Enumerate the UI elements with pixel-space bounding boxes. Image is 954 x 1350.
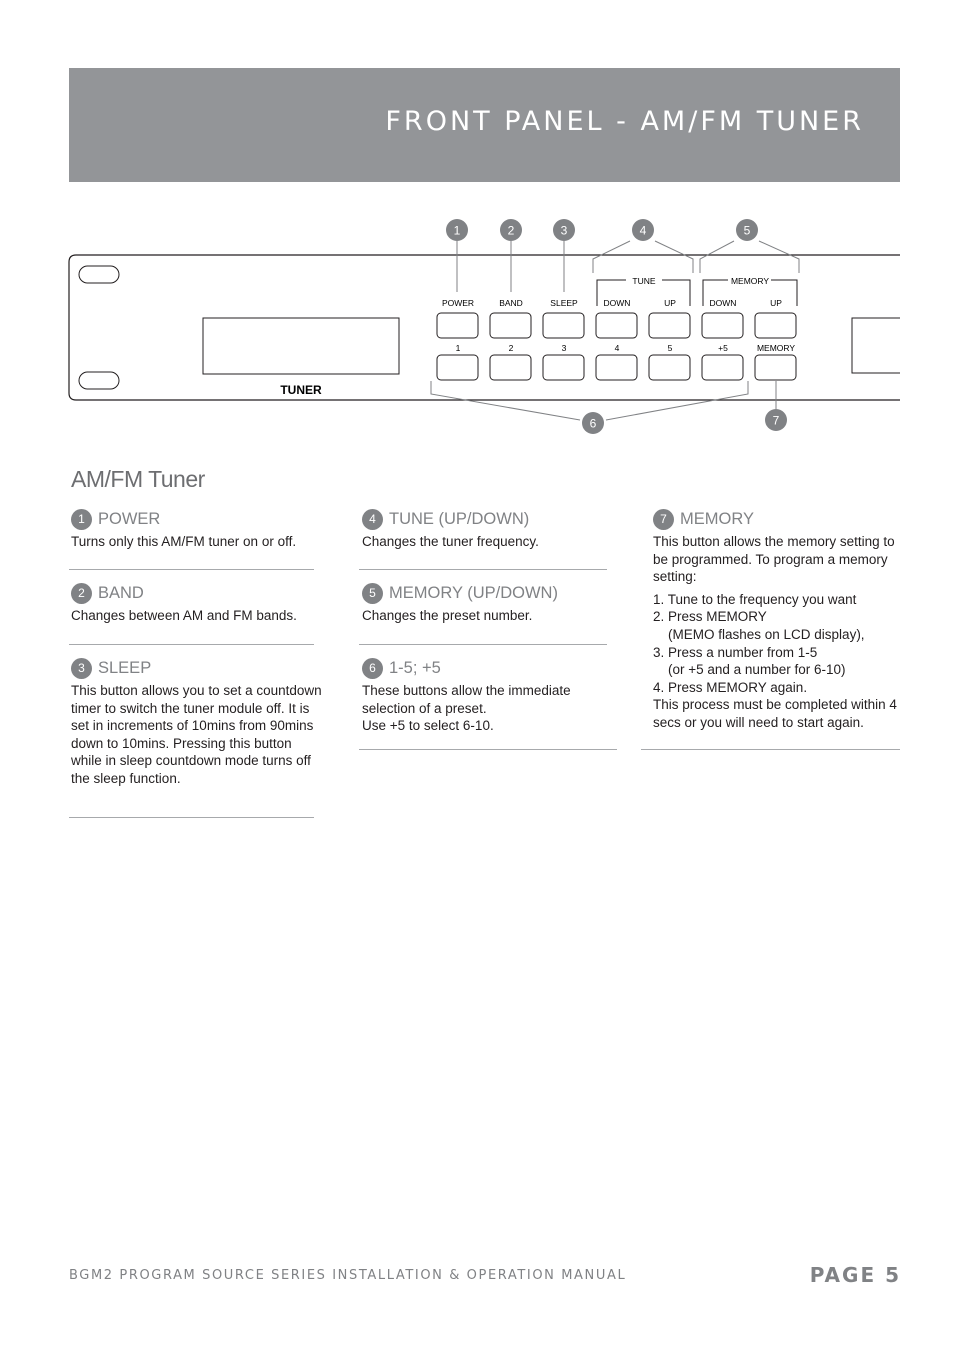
lcd-display xyxy=(203,318,399,374)
svg-text:6: 6 xyxy=(589,416,597,431)
memory-up-button xyxy=(755,313,796,338)
memory-button xyxy=(755,355,796,380)
item-description: Changes between AM and FM bands. xyxy=(71,608,297,623)
step: 2. Press MEMORY xyxy=(653,609,767,625)
callout-6-icon xyxy=(582,412,604,434)
power-button xyxy=(437,313,478,338)
label-plus-5: +5 xyxy=(718,343,728,353)
item-title: MEMORY xyxy=(680,509,754,528)
svg-text:1: 1 xyxy=(453,223,461,238)
sleep-button xyxy=(543,313,584,338)
item-tune xyxy=(362,507,612,551)
page-title: FRONT PANEL - AM/FM TUNER xyxy=(385,106,864,137)
callout-2-icon xyxy=(500,219,522,241)
item-memory-updown xyxy=(362,581,612,625)
label-sleep: SLEEP xyxy=(550,298,578,308)
tune-up-button xyxy=(649,313,690,338)
svg-text:7: 7 xyxy=(772,413,780,428)
preset-1-button xyxy=(437,355,478,380)
section-title: AM/FM Tuner xyxy=(71,466,205,492)
number-5-icon: 5 xyxy=(362,583,383,604)
label-band: BAND xyxy=(499,298,523,308)
number-2-icon: 2 xyxy=(71,583,92,604)
item-title: MEMORY (UP/DOWN) xyxy=(389,583,558,602)
item-description: Changes the preset number. xyxy=(362,608,533,623)
svg-text:2: 2 xyxy=(507,223,515,238)
description-line: Use +5 to select 6-10. xyxy=(362,718,494,734)
step-detail: (MEMO flashes on LCD display), xyxy=(668,626,865,642)
band-button xyxy=(490,313,531,338)
svg-text:4: 4 xyxy=(639,223,647,238)
column-2-memory-updown xyxy=(362,581,612,625)
description-line: These buttons allow the immediate selection of a preset. xyxy=(362,683,571,716)
label-tune-down: DOWN xyxy=(603,298,631,308)
label-preset-4: 4 xyxy=(614,343,620,353)
memory-group-label: MEMORY xyxy=(730,276,770,286)
item-description: This button allows the memory setting to be programmed. To program a memory setting: xyxy=(653,534,895,585)
callout-4-icon xyxy=(632,219,654,241)
label-memory: MEMORY xyxy=(756,343,796,353)
divider xyxy=(69,817,314,818)
svg-text:3: 3 xyxy=(560,223,568,238)
item-description: This button allows you to set a countdown timer to switch the tuner module off. It is set in increments of 10mins from 90mins down to 10mins. Pressing this button while in sleep countdown mode turns off the sleep function. xyxy=(71,683,322,786)
display-label: TUNER xyxy=(280,383,322,397)
label-memory-down: DOWN xyxy=(709,298,737,308)
preset-5-button xyxy=(649,355,690,380)
step-detail: (or +5 and a number for 6-10) xyxy=(668,662,846,678)
item-description: Changes the tuner frequency. xyxy=(362,534,539,549)
item-memory xyxy=(653,507,905,732)
item-power xyxy=(71,507,321,551)
callout-5-icon xyxy=(736,219,758,241)
item-title: POWER xyxy=(98,509,161,528)
divider xyxy=(641,749,900,750)
item-sleep xyxy=(71,656,323,788)
item-description xyxy=(362,682,602,735)
tune-down-button xyxy=(596,313,637,338)
memory-down-button xyxy=(702,313,743,338)
rack-ear-bottom-icon xyxy=(79,372,119,389)
item-title: 1-5; +5 xyxy=(389,658,441,677)
item-title: SLEEP xyxy=(98,658,152,677)
column-1-band xyxy=(71,581,321,625)
item-presets xyxy=(362,656,602,735)
label-memory-up: UP xyxy=(770,298,782,308)
label-power: POWER xyxy=(441,298,475,308)
item-note: This process must be completed within 4 secs or you will need to start again. xyxy=(653,697,897,730)
item-title: TUNE (UP/DOWN) xyxy=(389,509,530,528)
step: 4. Press MEMORY again. xyxy=(653,679,808,695)
label-preset-5: 5 xyxy=(667,343,673,353)
label-tune-up: UP xyxy=(664,298,676,308)
next-module-edge xyxy=(852,318,900,373)
item-band xyxy=(71,581,321,625)
footer-manual-title: BGM2 PROGRAM SOURCE SERIES INSTALLATION & OPERATION MANUAL xyxy=(69,1268,627,1283)
number-7-icon: 7 xyxy=(653,509,674,530)
number-3-icon: 3 xyxy=(71,658,92,679)
column-2-tune xyxy=(362,507,612,551)
svg-text:5: 5 xyxy=(743,223,751,238)
rack-ear-top-icon xyxy=(79,266,119,283)
divider xyxy=(359,569,607,570)
divider xyxy=(69,644,314,645)
preset-2-button xyxy=(490,355,531,380)
number-6-icon: 6 xyxy=(362,658,383,679)
column-2-presets xyxy=(362,656,602,735)
tune-group-label: TUNE xyxy=(632,276,656,286)
step: 3. Press a number from 1-5 xyxy=(653,644,818,660)
divider xyxy=(359,644,607,645)
divider xyxy=(69,569,314,570)
plus-5-button xyxy=(702,355,743,380)
column-1 xyxy=(71,507,321,551)
callout-7-icon xyxy=(765,409,787,431)
memory-steps xyxy=(653,591,905,697)
callout-3-icon xyxy=(553,219,575,241)
item-description: Turns only this AM/FM tuner on or off. xyxy=(71,534,297,549)
label-preset-2: 2 xyxy=(508,343,514,353)
number-1-icon: 1 xyxy=(71,509,92,530)
preset-4-button xyxy=(596,355,637,380)
label-preset-1: 1 xyxy=(455,343,461,353)
column-3-memory xyxy=(653,507,905,732)
divider xyxy=(359,749,617,750)
step: 1. Tune to the frequency you want xyxy=(653,591,857,607)
number-4-icon: 4 xyxy=(362,509,383,530)
label-preset-3: 3 xyxy=(561,343,567,353)
preset-3-button xyxy=(543,355,584,380)
column-1-sleep xyxy=(71,656,323,788)
front-panel-diagram xyxy=(0,0,954,460)
callout-1-icon xyxy=(446,219,468,241)
footer-page-number: PAGE 5 xyxy=(809,1263,901,1287)
item-title: BAND xyxy=(98,583,144,602)
